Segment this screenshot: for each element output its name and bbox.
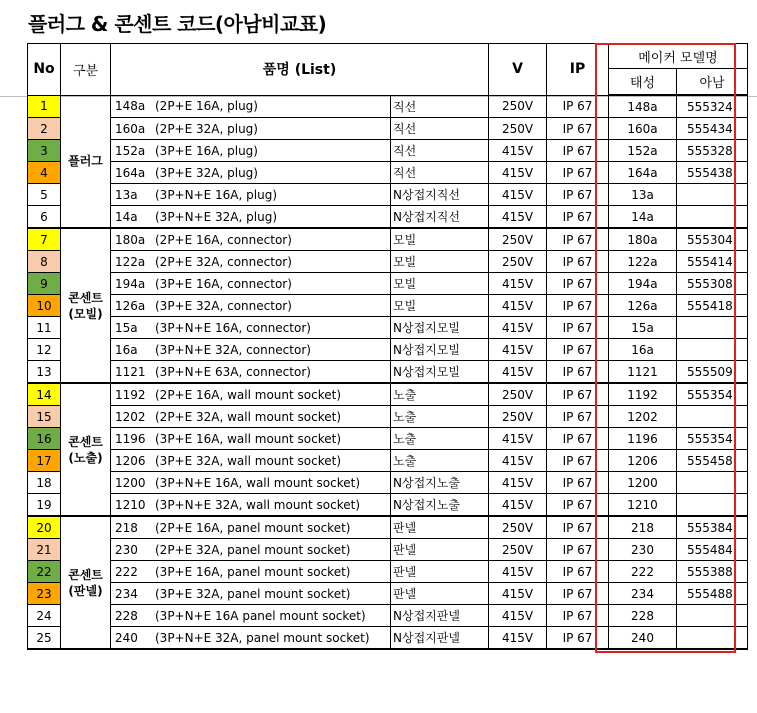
item-code: 16a <box>115 342 138 357</box>
item-name <box>111 140 391 162</box>
voltage: 250V <box>489 251 547 273</box>
ip-rating: IP 67 <box>547 605 609 627</box>
comparison-table <box>27 43 748 650</box>
item-type: 노출 <box>391 383 489 406</box>
row-number: 4 <box>28 162 61 184</box>
item-name <box>111 627 391 650</box>
item-name <box>111 450 391 472</box>
ip-rating: IP 67 <box>547 295 609 317</box>
item-type: 판넬 <box>391 561 489 583</box>
item-code: 160a <box>115 121 146 136</box>
anam-model <box>677 627 748 650</box>
voltage: 250V <box>489 516 547 539</box>
item-name <box>111 118 391 140</box>
item-type: N상접지판넬 <box>391 627 489 650</box>
item-spec: (2P+E 16A, wall mount socket) <box>155 387 342 402</box>
anam-model: 555488 <box>677 583 748 605</box>
taesung-model: 1200 <box>609 472 677 494</box>
table-row <box>28 516 748 539</box>
item-type: 판넬 <box>391 539 489 561</box>
anam-model <box>677 339 748 361</box>
item-spec: (2P+E 32A, plug) <box>155 121 258 136</box>
header-ip: IP <box>547 44 609 96</box>
voltage: 415V <box>489 472 547 494</box>
ip-rating: IP 67 <box>547 383 609 406</box>
item-code: 218 <box>115 520 138 535</box>
item-code: 1121 <box>115 364 146 379</box>
ip-rating: IP 67 <box>547 472 609 494</box>
item-type: 모빌 <box>391 273 489 295</box>
taesung-model: 152a <box>609 140 677 162</box>
taesung-model: 1121 <box>609 361 677 384</box>
table-row <box>28 583 748 605</box>
row-number: 19 <box>28 494 61 517</box>
item-code: 1210 <box>115 497 146 512</box>
row-number: 1 <box>28 95 61 118</box>
item-type: 직선 <box>391 162 489 184</box>
item-code: 1196 <box>115 431 146 446</box>
voltage: 415V <box>489 494 547 517</box>
ip-rating: IP 67 <box>547 317 609 339</box>
ip-rating: IP 67 <box>547 251 609 273</box>
item-code: 228 <box>115 608 138 623</box>
anam-model: 555354 <box>677 428 748 450</box>
row-number: 2 <box>28 118 61 140</box>
item-spec: (2P+E 32A, panel mount socket) <box>155 542 351 557</box>
table-row <box>28 273 748 295</box>
table-row <box>28 450 748 472</box>
item-spec: (3P+N+E 32A, plug) <box>155 209 277 224</box>
anam-model <box>677 472 748 494</box>
item-spec: (3P+E 16A, connector) <box>155 276 292 291</box>
anam-model: 555354 <box>677 383 748 406</box>
voltage: 250V <box>489 406 547 428</box>
row-number: 15 <box>28 406 61 428</box>
row-number: 22 <box>28 561 61 583</box>
item-name <box>111 605 391 627</box>
row-number: 17 <box>28 450 61 472</box>
taesung-model: 228 <box>609 605 677 627</box>
table-row <box>28 228 748 251</box>
taesung-model: 13a <box>609 184 677 206</box>
row-number: 24 <box>28 605 61 627</box>
header-anam: 아남 <box>677 69 748 96</box>
ip-rating: IP 67 <box>547 583 609 605</box>
item-code: 14a <box>115 209 138 224</box>
row-number: 21 <box>28 539 61 561</box>
item-name <box>111 383 391 406</box>
item-name <box>111 162 391 184</box>
table-row <box>28 361 748 384</box>
row-number: 9 <box>28 273 61 295</box>
voltage: 415V <box>489 295 547 317</box>
ip-rating: IP 67 <box>547 273 609 295</box>
item-name <box>111 361 391 384</box>
table-row <box>28 95 748 118</box>
item-spec: (3P+N+E 16A panel mount socket) <box>155 608 366 623</box>
row-number: 11 <box>28 317 61 339</box>
anam-model <box>677 605 748 627</box>
row-number: 7 <box>28 228 61 251</box>
anam-model: 555434 <box>677 118 748 140</box>
item-type: N상접지노출 <box>391 494 489 517</box>
anam-model <box>677 317 748 339</box>
item-spec: (3P+E 32A, plug) <box>155 165 258 180</box>
item-name <box>111 295 391 317</box>
item-code: 1206 <box>115 453 146 468</box>
ip-rating: IP 67 <box>547 118 609 140</box>
ip-rating: IP 67 <box>547 361 609 384</box>
taesung-model: 14a <box>609 206 677 229</box>
taesung-model: 180a <box>609 228 677 251</box>
page-title: 플러그 & 콘센트 코드(아남비교표) <box>28 12 327 36</box>
voltage: 415V <box>489 583 547 605</box>
ip-rating: IP 67 <box>547 627 609 650</box>
header-no: No <box>28 44 61 96</box>
table-row <box>28 472 748 494</box>
item-code: 180a <box>115 232 146 247</box>
item-type: 노출 <box>391 428 489 450</box>
ip-rating: IP 67 <box>547 406 609 428</box>
table-row <box>28 339 748 361</box>
table-row <box>28 118 748 140</box>
item-code: 1192 <box>115 387 146 402</box>
anam-model: 555384 <box>677 516 748 539</box>
ip-rating: IP 67 <box>547 95 609 118</box>
category-cell: 플러그 <box>61 95 111 228</box>
item-spec: (3P+E 16A, wall mount socket) <box>155 431 342 446</box>
taesung-model: 1196 <box>609 428 677 450</box>
taesung-model: 234 <box>609 583 677 605</box>
header-category: 구분 <box>61 44 111 96</box>
item-spec: (3P+E 16A, plug) <box>155 143 258 158</box>
item-code: 152a <box>115 143 146 158</box>
item-type: 모빌 <box>391 251 489 273</box>
anam-model: 555438 <box>677 162 748 184</box>
item-code: 1200 <box>115 475 146 490</box>
ip-rating: IP 67 <box>547 206 609 229</box>
item-type: N상접지직선 <box>391 206 489 229</box>
row-number: 20 <box>28 516 61 539</box>
voltage: 415V <box>489 361 547 384</box>
table-row <box>28 627 748 650</box>
table-row <box>28 428 748 450</box>
taesung-model: 230 <box>609 539 677 561</box>
taesung-model: 122a <box>609 251 677 273</box>
row-number: 25 <box>28 627 61 650</box>
item-code: 122a <box>115 254 146 269</box>
item-name <box>111 561 391 583</box>
table-row <box>28 184 748 206</box>
category-cell: 콘센트 (모빌) <box>61 228 111 383</box>
taesung-model: 15a <box>609 317 677 339</box>
item-name <box>111 184 391 206</box>
anam-model: 555458 <box>677 450 748 472</box>
item-type: 노출 <box>391 406 489 428</box>
row-number: 13 <box>28 361 61 384</box>
row-number: 16 <box>28 428 61 450</box>
item-type: 모빌 <box>391 228 489 251</box>
item-name <box>111 339 391 361</box>
ip-rating: IP 67 <box>547 516 609 539</box>
voltage: 415V <box>489 450 547 472</box>
row-number: 8 <box>28 251 61 273</box>
anam-model: 555418 <box>677 295 748 317</box>
item-code: 126a <box>115 298 146 313</box>
ip-rating: IP 67 <box>547 561 609 583</box>
ip-rating: IP 67 <box>547 494 609 517</box>
anam-model: 555484 <box>677 539 748 561</box>
item-code: 164a <box>115 165 146 180</box>
anam-model: 555304 <box>677 228 748 251</box>
header-item: 품명 (List) <box>111 44 489 96</box>
item-code: 222 <box>115 564 138 579</box>
taesung-model: 1192 <box>609 383 677 406</box>
taesung-model: 1210 <box>609 494 677 517</box>
taesung-model: 1206 <box>609 450 677 472</box>
item-name <box>111 539 391 561</box>
item-name <box>111 95 391 118</box>
item-name <box>111 428 391 450</box>
anam-model <box>677 406 748 428</box>
item-spec: (3P+N+E 32A, connector) <box>155 342 311 357</box>
taesung-model: 164a <box>609 162 677 184</box>
item-spec: (3P+N+E 32A, wall mount socket) <box>155 497 361 512</box>
row-number: 23 <box>28 583 61 605</box>
item-type: N상접지노출 <box>391 472 489 494</box>
table-body <box>28 95 748 649</box>
item-spec: (3P+N+E 16A, wall mount socket) <box>155 475 361 490</box>
item-type: N상접지모빌 <box>391 317 489 339</box>
ip-rating: IP 67 <box>547 428 609 450</box>
table-row <box>28 295 748 317</box>
item-type: 판넬 <box>391 583 489 605</box>
item-type: N상접지직선 <box>391 184 489 206</box>
taesung-model: 148a <box>609 95 677 118</box>
item-spec: (3P+N+E 63A, connector) <box>155 364 311 379</box>
row-number: 10 <box>28 295 61 317</box>
row-number: 18 <box>28 472 61 494</box>
anam-model: 555414 <box>677 251 748 273</box>
item-name <box>111 406 391 428</box>
item-code: 230 <box>115 542 138 557</box>
taesung-model: 126a <box>609 295 677 317</box>
item-type: 판넬 <box>391 516 489 539</box>
ip-rating: IP 67 <box>547 228 609 251</box>
table-row <box>28 561 748 583</box>
item-spec: (3P+E 32A, panel mount socket) <box>155 586 351 601</box>
row-number: 3 <box>28 140 61 162</box>
voltage: 415V <box>489 206 547 229</box>
voltage: 250V <box>489 228 547 251</box>
header-voltage: V <box>489 44 547 96</box>
item-type: 직선 <box>391 95 489 118</box>
item-code: 1202 <box>115 409 146 424</box>
taesung-model: 222 <box>609 561 677 583</box>
table-row <box>28 251 748 273</box>
anam-model: 555308 <box>677 273 748 295</box>
item-spec: (3P+N+E 32A, panel mount socket) <box>155 630 370 645</box>
anam-model <box>677 184 748 206</box>
voltage: 415V <box>489 140 547 162</box>
item-code: 240 <box>115 630 138 645</box>
item-type: N상접지판넬 <box>391 605 489 627</box>
category-cell: 콘센트 (노출) <box>61 383 111 516</box>
item-spec: (2P+E 16A, panel mount socket) <box>155 520 351 535</box>
voltage: 250V <box>489 383 547 406</box>
item-type: 노출 <box>391 450 489 472</box>
item-spec: (3P+N+E 16A, plug) <box>155 187 277 202</box>
item-code: 234 <box>115 586 138 601</box>
category-cell: 콘센트 (판넬) <box>61 516 111 649</box>
table-row <box>28 539 748 561</box>
ip-rating: IP 67 <box>547 162 609 184</box>
item-type: 직선 <box>391 140 489 162</box>
taesung-model: 1202 <box>609 406 677 428</box>
item-spec: (2P+E 16A, plug) <box>155 99 258 114</box>
voltage: 415V <box>489 627 547 650</box>
voltage: 415V <box>489 339 547 361</box>
ip-rating: IP 67 <box>547 339 609 361</box>
row-number: 6 <box>28 206 61 229</box>
item-type: 모빌 <box>391 295 489 317</box>
table-row <box>28 605 748 627</box>
voltage: 415V <box>489 428 547 450</box>
item-code: 148a <box>115 99 146 114</box>
item-name <box>111 317 391 339</box>
anam-model: 555509 <box>677 361 748 384</box>
item-type: N상접지모빌 <box>391 339 489 361</box>
item-spec: (2P+E 16A, connector) <box>155 232 292 247</box>
table-row <box>28 140 748 162</box>
voltage: 250V <box>489 539 547 561</box>
item-spec: (3P+E 16A, panel mount socket) <box>155 564 351 579</box>
taesung-model: 16a <box>609 339 677 361</box>
ip-rating: IP 67 <box>547 184 609 206</box>
item-name <box>111 516 391 539</box>
item-name <box>111 494 391 517</box>
table-row <box>28 206 748 229</box>
item-spec: (3P+E 32A, wall mount socket) <box>155 453 342 468</box>
item-name <box>111 472 391 494</box>
ip-rating: IP 67 <box>547 539 609 561</box>
anam-model: 555328 <box>677 140 748 162</box>
item-name <box>111 228 391 251</box>
item-name <box>111 273 391 295</box>
item-code: 13a <box>115 187 138 202</box>
row-number: 5 <box>28 184 61 206</box>
taesung-model: 240 <box>609 627 677 650</box>
item-name <box>111 251 391 273</box>
anam-model: 555388 <box>677 561 748 583</box>
voltage: 415V <box>489 605 547 627</box>
row-number: 12 <box>28 339 61 361</box>
anam-model: 555324 <box>677 95 748 118</box>
ip-rating: IP 67 <box>547 140 609 162</box>
table-row <box>28 162 748 184</box>
item-name <box>111 583 391 605</box>
taesung-model: 194a <box>609 273 677 295</box>
item-type: N상접지모빌 <box>391 361 489 384</box>
header-taesung: 태성 <box>609 69 677 96</box>
table-row <box>28 317 748 339</box>
item-spec: (3P+E 32A, connector) <box>155 298 292 313</box>
voltage: 250V <box>489 118 547 140</box>
header-maker-model: 메이커 모델명 <box>609 44 748 69</box>
item-name <box>111 206 391 229</box>
voltage: 415V <box>489 162 547 184</box>
voltage: 250V <box>489 95 547 118</box>
table-row <box>28 406 748 428</box>
voltage: 415V <box>489 184 547 206</box>
item-code: 15a <box>115 320 138 335</box>
row-number: 14 <box>28 383 61 406</box>
taesung-model: 218 <box>609 516 677 539</box>
table-row <box>28 383 748 406</box>
anam-model <box>677 494 748 517</box>
item-spec: (2P+E 32A, wall mount socket) <box>155 409 342 424</box>
item-spec: (3P+N+E 16A, connector) <box>155 320 311 335</box>
taesung-model: 160a <box>609 118 677 140</box>
voltage: 415V <box>489 317 547 339</box>
table-row <box>28 494 748 517</box>
item-spec: (2P+E 32A, connector) <box>155 254 292 269</box>
anam-model <box>677 206 748 229</box>
item-type: 직선 <box>391 118 489 140</box>
voltage: 415V <box>489 273 547 295</box>
ip-rating: IP 67 <box>547 450 609 472</box>
voltage: 415V <box>489 561 547 583</box>
item-code: 194a <box>115 276 146 291</box>
